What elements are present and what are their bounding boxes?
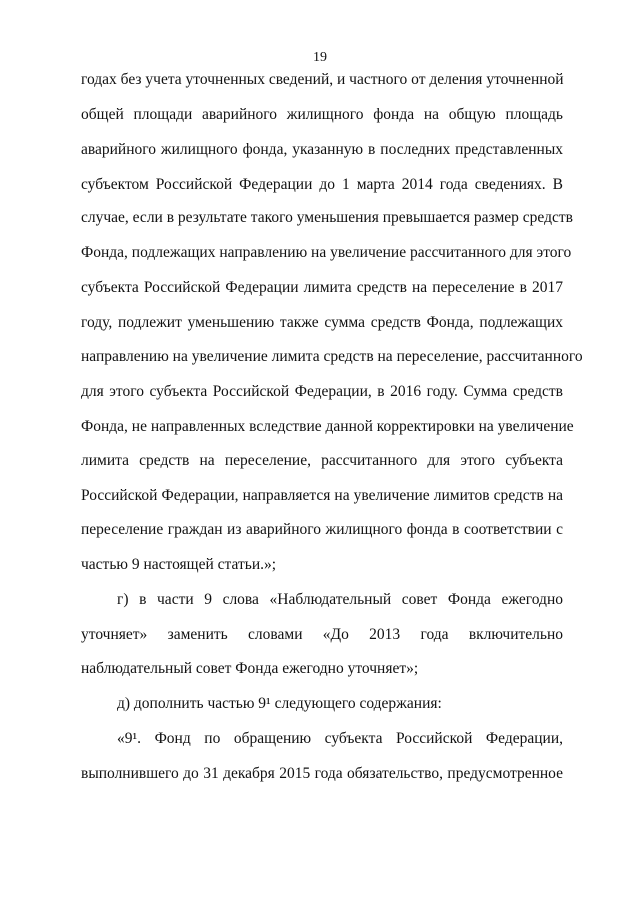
text-line: годах без учета уточненных сведений, и частного от деления уточненной: [81, 71, 564, 88]
text-line: году, подлежит уменьшению также сумма средств Фонда, подлежащих: [81, 314, 563, 331]
text-line: д) дополнить частью 9¹ следующего содержания:: [117, 695, 442, 712]
text-line: переселение граждан из аварийного жилищного фонда в соответствии с: [81, 521, 563, 538]
text-line: Российской Федерации, направляется на увеличение лимитов средств на: [81, 487, 563, 504]
text-line: наблюдательный совет Фонда ежегодно уточняет»;: [81, 660, 419, 677]
text-line: аварийного жилищного фонда, указанную в последних представленных: [81, 141, 563, 158]
text-line: лимита средств на переселение, рассчитанного для этого субъекта: [81, 452, 563, 469]
text-line: субъектом Российской Федерации до 1 марта 2014 года сведениях. В: [81, 176, 563, 193]
text-line: для этого субъекта Российской Федерации, в 2016 году. Сумма средств: [81, 383, 563, 400]
text-line: направлению на увеличение лимита средств на переселение, рассчитанного: [81, 348, 583, 365]
text-line: выполнившего до 31 декабря 2015 года обязательство, предусмотренное: [81, 765, 563, 782]
text-line: «9¹. Фонд по обращению субъекта Российской Федерации,: [117, 730, 563, 747]
text-line: Фонда, подлежащих направлению на увеличение рассчитанного для этого: [81, 244, 572, 261]
page-number: 19: [313, 50, 327, 65]
text-line: случае, если в результате такого уменьшения превышается размер средств: [81, 209, 573, 226]
text-line: общей площади аварийного жилищного фонда на общую площадь: [81, 106, 563, 123]
text-line: субъекта Российской Федерации лимита средств на переселение в 2017: [81, 279, 563, 296]
text-line: г) в части 9 слова «Наблюдательный совет Фонда ежегодно: [117, 591, 563, 608]
text-line: уточняет» заменить словами «До 2013 года включительно: [81, 626, 563, 643]
text-line: Фонда, не направленных вследствие данной корректировки на увеличение: [81, 418, 574, 435]
text-line: частью 9 настоящей статьи.»;: [81, 556, 277, 573]
